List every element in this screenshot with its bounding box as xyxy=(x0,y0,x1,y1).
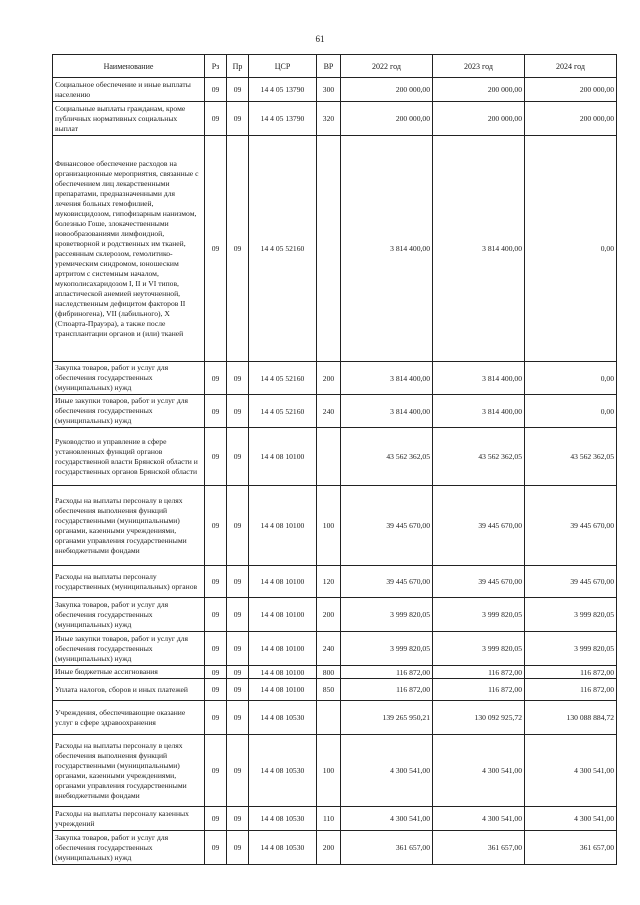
row-rz: 09 xyxy=(205,486,227,566)
table-row xyxy=(53,78,617,102)
row-rz: 09 xyxy=(205,566,227,598)
row-vr: 100 xyxy=(317,486,341,566)
row-name: Учреждения, обеспечивающие оказание услуг в сфере здравоохранения xyxy=(53,701,205,735)
row-rz: 09 xyxy=(205,666,227,679)
table-row xyxy=(53,428,617,486)
table-row xyxy=(53,566,617,598)
row-2022: 116 872,00 xyxy=(341,679,433,701)
row-2022: 43 562 362,05 xyxy=(341,428,433,486)
row-vr xyxy=(317,136,341,362)
row-csr: 14 4 05 13790 xyxy=(249,102,317,136)
row-name: Расходы на выплаты персоналу в целях обеспечения выполнения функций государственными (муниципальными) органами, казенными учреждениями, органами управления государственными внебюджетными фондами xyxy=(53,735,205,807)
row-pr: 09 xyxy=(227,735,249,807)
row-2023: 200 000,00 xyxy=(433,102,525,136)
row-csr: 14 4 08 10100 xyxy=(249,632,317,666)
table-row xyxy=(53,679,617,701)
row-2024: 130 088 884,72 xyxy=(525,701,617,735)
row-vr: 850 xyxy=(317,679,341,701)
row-vr: 240 xyxy=(317,632,341,666)
row-pr: 09 xyxy=(227,486,249,566)
row-2023: 39 445 670,00 xyxy=(433,566,525,598)
row-2023: 130 092 925,72 xyxy=(433,701,525,735)
row-2024: 0,00 xyxy=(525,362,617,395)
row-2024: 0,00 xyxy=(525,136,617,362)
row-2024: 200 000,00 xyxy=(525,102,617,136)
row-rz: 09 xyxy=(205,136,227,362)
header-cell-rz: Рз xyxy=(205,55,227,78)
row-rz: 09 xyxy=(205,735,227,807)
row-vr: 800 xyxy=(317,666,341,679)
row-pr: 09 xyxy=(227,78,249,102)
row-rz: 09 xyxy=(205,807,227,831)
header-cell-csr: ЦСР xyxy=(249,55,317,78)
row-vr: 200 xyxy=(317,362,341,395)
row-name: Расходы на выплаты персоналу в целях обеспечения выполнения функций государственными (муниципальными) органами, казенными учреждениями, органами управления государственными внебюджетными фондами xyxy=(53,486,205,566)
row-2023: 3 814 400,00 xyxy=(433,395,525,428)
row-csr: 14 4 08 10530 xyxy=(249,831,317,865)
table-row xyxy=(53,632,617,666)
row-2022: 200 000,00 xyxy=(341,78,433,102)
row-2023: 3 999 820,05 xyxy=(433,598,525,632)
row-rz: 09 xyxy=(205,78,227,102)
row-2024: 4 300 541,00 xyxy=(525,807,617,831)
row-name: Социальное обеспечение и иные выплаты населению xyxy=(53,78,205,102)
row-2024: 116 872,00 xyxy=(525,666,617,679)
row-csr: 14 4 08 10100 xyxy=(249,428,317,486)
row-pr: 09 xyxy=(227,598,249,632)
row-vr: 200 xyxy=(317,598,341,632)
table-row xyxy=(53,831,617,865)
row-name: Финансовое обеспечение расходов на организационные мероприятия, связанные с обеспечением лиц лекарственными препаратами, предназначенными для лечения больных гемофилией, муковисцидозом, гипофизарным нанизмом, болезнью Гоше, злокачественными новообразованиями лимфоидной, кроветворной и родственных им тканей, рассеянным склерозом, гемолитико-уремическим синдромом, юношеским артритом с системным началом, мукополисахаридозом I, II и VI типов, апластической анемией неуточненной, наследственным дефицитом факторов II (фибриногена), VII (лабильного), X (Стюарта-Прауэра), а также после трансплантации органов и (или) тканей xyxy=(53,136,205,362)
row-2023: 116 872,00 xyxy=(433,666,525,679)
row-rz: 09 xyxy=(205,598,227,632)
row-rz: 09 xyxy=(205,701,227,735)
row-2022: 4 300 541,00 xyxy=(341,807,433,831)
table-row xyxy=(53,136,617,362)
row-2022: 139 265 950,21 xyxy=(341,701,433,735)
row-vr: 120 xyxy=(317,566,341,598)
row-pr: 09 xyxy=(227,831,249,865)
row-pr: 09 xyxy=(227,632,249,666)
row-2022: 3 814 400,00 xyxy=(341,136,433,362)
row-2024: 0,00 xyxy=(525,395,617,428)
header-cell-2023: 2023 год xyxy=(433,55,525,78)
row-csr: 14 4 08 10530 xyxy=(249,701,317,735)
row-2023: 116 872,00 xyxy=(433,679,525,701)
row-csr: 14 4 05 52160 xyxy=(249,395,317,428)
row-name: Закупка товаров, работ и услуг для обеспечения государственных (муниципальных) нужд xyxy=(53,598,205,632)
row-2024: 3 999 820,05 xyxy=(525,598,617,632)
table-row xyxy=(53,362,617,395)
row-pr: 09 xyxy=(227,701,249,735)
row-pr: 09 xyxy=(227,428,249,486)
row-name: Социальные выплаты гражданам, кроме публичных нормативных социальных выплат xyxy=(53,102,205,136)
row-2023: 3 814 400,00 xyxy=(433,136,525,362)
row-pr: 09 xyxy=(227,102,249,136)
row-pr: 09 xyxy=(227,362,249,395)
row-csr: 14 4 05 13790 xyxy=(249,78,317,102)
row-2022: 39 445 670,00 xyxy=(341,566,433,598)
row-vr: 100 xyxy=(317,735,341,807)
row-2024: 43 562 362,05 xyxy=(525,428,617,486)
row-rz: 09 xyxy=(205,428,227,486)
row-2024: 116 872,00 xyxy=(525,679,617,701)
row-2022: 3 999 820,05 xyxy=(341,632,433,666)
row-2022: 3 814 400,00 xyxy=(341,395,433,428)
table-row xyxy=(53,735,617,807)
budget-table xyxy=(52,54,617,865)
row-rz: 09 xyxy=(205,831,227,865)
row-2023: 3 999 820,05 xyxy=(433,632,525,666)
row-pr: 09 xyxy=(227,666,249,679)
row-2023: 3 814 400,00 xyxy=(433,362,525,395)
row-pr: 09 xyxy=(227,566,249,598)
header-cell-pr: Пр xyxy=(227,55,249,78)
row-2023: 200 000,00 xyxy=(433,78,525,102)
row-2024: 4 300 541,00 xyxy=(525,735,617,807)
table-row xyxy=(53,666,617,679)
row-name: Уплата налогов, сборов и иных платежей xyxy=(53,679,205,701)
table-row xyxy=(53,701,617,735)
row-2022: 4 300 541,00 xyxy=(341,735,433,807)
page-number: 61 xyxy=(315,34,325,44)
row-2023: 43 562 362,05 xyxy=(433,428,525,486)
row-rz: 09 xyxy=(205,102,227,136)
row-csr: 14 4 08 10100 xyxy=(249,486,317,566)
row-name: Закупка товаров, работ и услуг для обеспечения государственных (муниципальных) нужд xyxy=(53,362,205,395)
row-name: Расходы на выплаты персоналу государственных (муниципальных) органов xyxy=(53,566,205,598)
row-vr: 240 xyxy=(317,395,341,428)
row-vr xyxy=(317,428,341,486)
row-csr: 14 4 05 52160 xyxy=(249,362,317,395)
row-csr: 14 4 08 10100 xyxy=(249,566,317,598)
row-rz: 09 xyxy=(205,362,227,395)
row-2023: 39 445 670,00 xyxy=(433,486,525,566)
row-2022: 3 999 820,05 xyxy=(341,598,433,632)
row-pr: 09 xyxy=(227,395,249,428)
row-rz: 09 xyxy=(205,395,227,428)
row-pr: 09 xyxy=(227,679,249,701)
row-vr: 200 xyxy=(317,831,341,865)
row-csr: 14 4 08 10530 xyxy=(249,735,317,807)
row-pr: 09 xyxy=(227,807,249,831)
row-2024: 39 445 670,00 xyxy=(525,566,617,598)
row-rz: 09 xyxy=(205,679,227,701)
row-2023: 361 657,00 xyxy=(433,831,525,865)
row-csr: 14 4 08 10530 xyxy=(249,807,317,831)
row-name: Руководство и управление в сфере установленных функций органов государственной власти Брянской области и государственных органов Брянской области xyxy=(53,428,205,486)
header-cell-vr: ВР xyxy=(317,55,341,78)
row-2024: 3 999 820,05 xyxy=(525,632,617,666)
row-pr: 09 xyxy=(227,136,249,362)
row-csr: 14 4 05 52160 xyxy=(249,136,317,362)
row-2024: 200 000,00 xyxy=(525,78,617,102)
header-cell-name: Наименование xyxy=(53,55,205,78)
row-vr: 300 xyxy=(317,78,341,102)
row-2022: 116 872,00 xyxy=(341,666,433,679)
row-rz: 09 xyxy=(205,632,227,666)
row-2022: 39 445 670,00 xyxy=(341,486,433,566)
row-csr: 14 4 08 10100 xyxy=(249,666,317,679)
row-name: Иные бюджетные ассигнования xyxy=(53,666,205,679)
row-name: Закупка товаров, работ и услуг для обеспечения государственных (муниципальных) нужд xyxy=(53,831,205,865)
table-row xyxy=(53,486,617,566)
row-2024: 39 445 670,00 xyxy=(525,486,617,566)
row-2022: 361 657,00 xyxy=(341,831,433,865)
row-name: Иные закупки товаров, работ и услуг для обеспечения государственных (муниципальных) нужд xyxy=(53,395,205,428)
table-row xyxy=(53,102,617,136)
row-csr: 14 4 08 10100 xyxy=(249,598,317,632)
row-2024: 361 657,00 xyxy=(525,831,617,865)
row-name: Иные закупки товаров, работ и услуг для обеспечения государственных (муниципальных) нужд xyxy=(53,632,205,666)
header-cell-2024: 2024 год xyxy=(525,55,617,78)
row-vr: 110 xyxy=(317,807,341,831)
header-cell-2022: 2022 год xyxy=(341,55,433,78)
row-2022: 3 814 400,00 xyxy=(341,362,433,395)
row-vr xyxy=(317,701,341,735)
row-name: Расходы на выплаты персоналу казенных учреждений xyxy=(53,807,205,831)
table-row xyxy=(53,395,617,428)
row-vr: 320 xyxy=(317,102,341,136)
header-row xyxy=(53,55,617,78)
row-csr: 14 4 08 10100 xyxy=(249,679,317,701)
table-row xyxy=(53,807,617,831)
row-2023: 4 300 541,00 xyxy=(433,735,525,807)
row-2023: 4 300 541,00 xyxy=(433,807,525,831)
row-2022: 200 000,00 xyxy=(341,102,433,136)
table-row xyxy=(53,598,617,632)
